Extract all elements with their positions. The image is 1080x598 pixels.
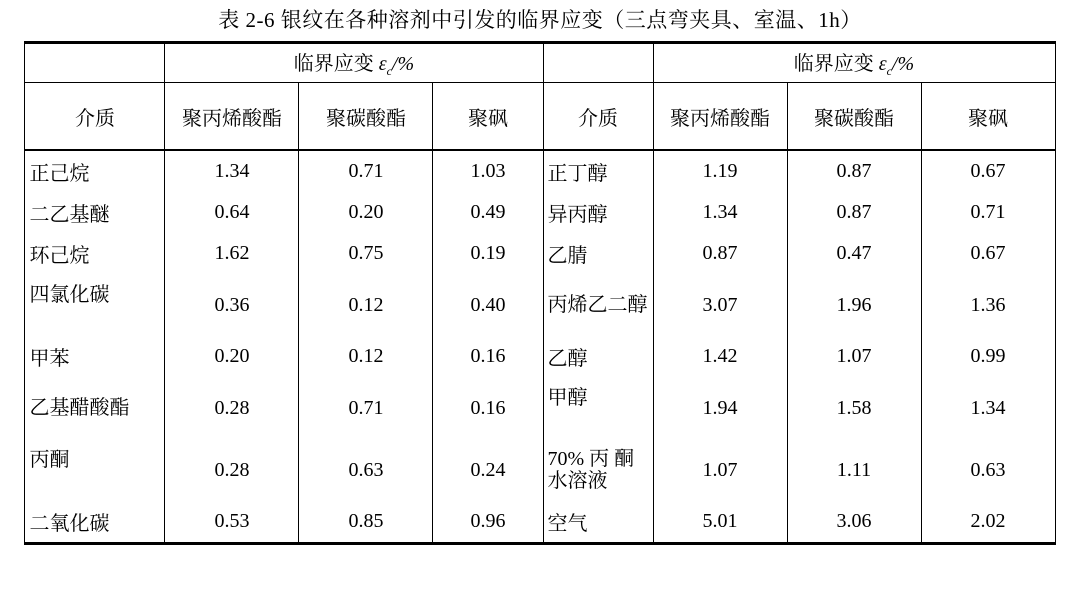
table-row [25, 336, 1055, 377]
row-medium-right: 乙醇 [543, 336, 653, 377]
row-value: 2.02 [921, 501, 1055, 544]
header-medium-spacer-right [543, 43, 653, 83]
row-value: 3.06 [787, 501, 921, 544]
header-group-right-text: 临界应变 $\varepsilon_c/\%$ [793, 53, 915, 79]
row-value: 3.07 [653, 274, 787, 336]
header-medium-left: 介质 [25, 83, 165, 151]
row-value: 0.87 [787, 150, 921, 192]
row-value: 0.12 [299, 336, 433, 377]
table-row [25, 501, 1055, 544]
row-value: 0.71 [299, 377, 433, 439]
header-group-left [165, 43, 543, 83]
row-value: 0.53 [165, 501, 299, 544]
table-caption: 表 2-6 银纹在各种溶剂中引发的临界应变（三点弯夹具、室温、1h） [218, 8, 862, 32]
row-medium-left: 二氧化碳 [25, 501, 165, 544]
header-col-left-3: 聚砜 [433, 83, 543, 151]
header-medium-spacer-left [25, 43, 165, 83]
row-medium-left: 正己烷 [25, 150, 165, 192]
table-row [25, 192, 1055, 233]
row-medium-right: 空气 [543, 501, 653, 544]
row-value: 1.19 [653, 150, 787, 192]
row-value: 0.24 [433, 439, 543, 501]
row-value: 0.16 [433, 377, 543, 439]
row-value: 0.71 [299, 150, 433, 192]
row-value: 1.34 [165, 150, 299, 192]
row-medium-left: 二乙基醚 [25, 192, 165, 233]
row-value: 1.11 [787, 439, 921, 501]
header-col-left-1: 聚丙烯酸酯 [165, 83, 299, 151]
row-value: 5.01 [653, 501, 787, 544]
row-medium-right: 甲醇 [543, 377, 653, 439]
row-value: 0.87 [653, 233, 787, 274]
row-value: 0.40 [433, 274, 543, 336]
row-value: 0.20 [299, 192, 433, 233]
table-row [25, 439, 1055, 501]
row-value: 0.67 [921, 150, 1055, 192]
row-value: 0.20 [165, 336, 299, 377]
header-group-left-text: 临界应变 $\varepsilon_c/\%$ [293, 53, 415, 79]
row-value: 0.99 [921, 336, 1055, 377]
row-medium-left: 乙基醋酸酯 [25, 377, 165, 439]
header-col-right-2: 聚碳酸酯 [787, 83, 921, 151]
header-col-right-3: 聚砜 [921, 83, 1055, 151]
row-value: 0.63 [921, 439, 1055, 501]
table-row [25, 274, 1055, 336]
row-value: 1.07 [787, 336, 921, 377]
row-value: 0.36 [165, 274, 299, 336]
row-value: 1.34 [653, 192, 787, 233]
row-value: 1.07 [653, 439, 787, 501]
row-medium-left: 四氯化碳 [25, 274, 165, 336]
row-value: 0.28 [165, 377, 299, 439]
table-row [25, 150, 1055, 192]
row-medium-left: 环己烷 [25, 233, 165, 274]
row-value: 0.63 [299, 439, 433, 501]
row-value: 0.87 [787, 192, 921, 233]
critical-strain-table [24, 41, 1055, 545]
row-value: 0.85 [299, 501, 433, 544]
row-value: 1.03 [433, 150, 543, 192]
row-medium-right: 乙腈 [543, 233, 653, 274]
header-row-columns [25, 83, 1055, 151]
header-col-right-1: 聚丙烯酸酯 [653, 83, 787, 151]
row-medium-right: 正丁醇 [543, 150, 653, 192]
row-medium-right: 丙烯乙二醇 [543, 274, 653, 336]
row-value: 0.49 [433, 192, 543, 233]
row-value: 0.67 [921, 233, 1055, 274]
table-row [25, 233, 1055, 274]
row-value: 1.58 [787, 377, 921, 439]
row-medium-right: 70% 丙 酮水溶液 [543, 439, 653, 501]
row-value: 0.71 [921, 192, 1055, 233]
row-value: 1.42 [653, 336, 787, 377]
row-value: 1.62 [165, 233, 299, 274]
row-value: 0.64 [165, 192, 299, 233]
header-group-right [653, 43, 1055, 83]
row-value: 1.34 [921, 377, 1055, 439]
header-medium-right: 介质 [543, 83, 653, 151]
table-row [25, 377, 1055, 439]
row-value: 0.47 [787, 233, 921, 274]
row-value: 0.16 [433, 336, 543, 377]
header-col-left-2: 聚碳酸酯 [299, 83, 433, 151]
row-medium-right: 异丙醇 [543, 192, 653, 233]
row-medium-left: 丙酮 [25, 439, 165, 501]
row-medium-left: 甲苯 [25, 336, 165, 377]
row-value: 1.36 [921, 274, 1055, 336]
row-value: 0.75 [299, 233, 433, 274]
row-value: 0.19 [433, 233, 543, 274]
row-value: 1.96 [787, 274, 921, 336]
row-value: 0.96 [433, 501, 543, 544]
row-value: 0.12 [299, 274, 433, 336]
row-value: 1.94 [653, 377, 787, 439]
row-value: 0.28 [165, 439, 299, 501]
header-row-group [25, 43, 1055, 83]
